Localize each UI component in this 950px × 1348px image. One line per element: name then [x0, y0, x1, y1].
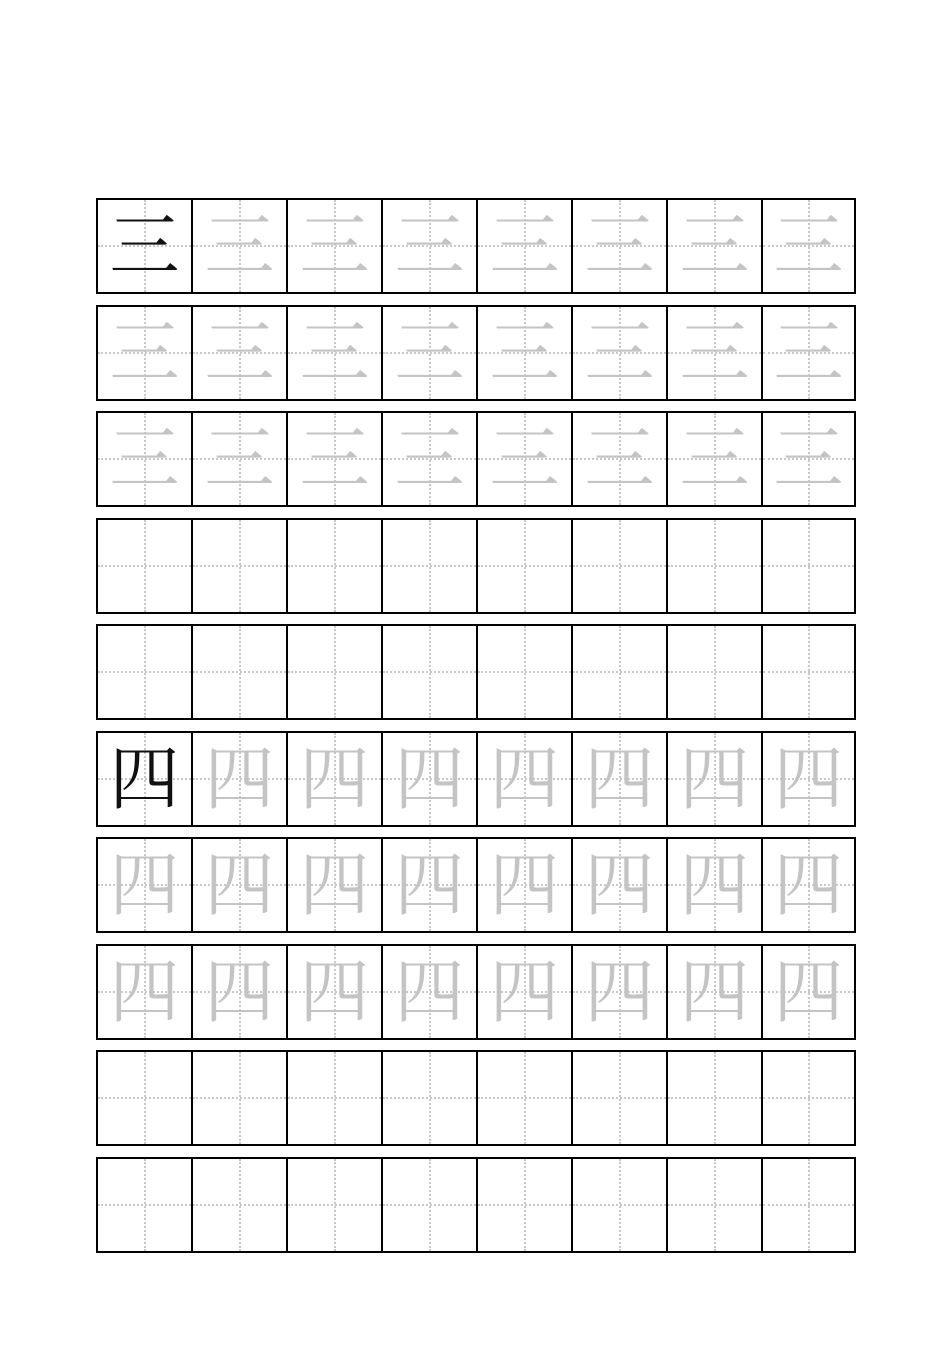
writing-cell[interactable] [571, 305, 666, 401]
trace-character: 三 [679, 205, 750, 287]
writing-cell[interactable] [476, 944, 571, 1040]
writing-cell[interactable] [286, 1157, 381, 1253]
writing-cell[interactable] [666, 1050, 761, 1146]
writing-cell[interactable] [761, 1157, 856, 1253]
writing-cell[interactable] [666, 1157, 761, 1253]
writing-cell[interactable] [571, 198, 666, 294]
trace-character: 三 [204, 205, 275, 287]
writing-cell[interactable] [476, 731, 571, 827]
writing-cell[interactable] [476, 411, 571, 507]
writing-cell[interactable] [191, 198, 286, 294]
writing-cell[interactable] [761, 624, 856, 720]
writing-cell[interactable] [666, 518, 761, 614]
vertical-guide-line [334, 1052, 336, 1144]
vertical-guide-line [429, 1052, 431, 1144]
trace-character: 四 [584, 844, 655, 926]
writing-cell[interactable] [571, 1050, 666, 1146]
trace-character: 四 [394, 844, 465, 926]
writing-cell[interactable] [381, 1050, 476, 1146]
trace-character: 三 [394, 205, 465, 287]
trace-character: 三 [109, 418, 180, 500]
writing-cell[interactable] [381, 518, 476, 614]
practice-row-10 [96, 1157, 856, 1253]
writing-cell[interactable] [381, 305, 476, 401]
vertical-guide-line [619, 520, 621, 612]
vertical-guide-line [429, 626, 431, 718]
trace-character: 四 [109, 950, 180, 1033]
vertical-guide-line [524, 1159, 526, 1251]
trace-character: 三 [394, 418, 465, 500]
trace-character: 三 [489, 418, 560, 500]
writing-cell[interactable] [286, 944, 381, 1040]
writing-cell[interactable] [191, 624, 286, 720]
model-character: 三 [109, 205, 180, 287]
writing-cell[interactable] [666, 624, 761, 720]
vertical-guide-line [524, 1052, 526, 1144]
writing-cell[interactable] [666, 305, 761, 401]
trace-character: 三 [679, 418, 750, 500]
writing-cell[interactable] [96, 198, 191, 294]
writing-cell[interactable] [191, 411, 286, 507]
writing-cell[interactable] [381, 731, 476, 827]
writing-cell[interactable] [96, 944, 191, 1040]
trace-character: 四 [204, 844, 275, 926]
writing-cell[interactable] [476, 1050, 571, 1146]
writing-cell[interactable] [666, 411, 761, 507]
writing-cell[interactable] [571, 731, 666, 827]
writing-cell[interactable] [96, 518, 191, 614]
trace-character: 三 [299, 205, 370, 287]
writing-cell[interactable] [96, 731, 191, 827]
trace-character: 四 [299, 737, 370, 820]
writing-cell[interactable] [191, 731, 286, 827]
vertical-guide-line [714, 1159, 716, 1251]
vertical-guide-line [714, 520, 716, 612]
trace-character: 四 [394, 737, 465, 820]
vertical-guide-line [429, 520, 431, 612]
vertical-guide-line [808, 1159, 810, 1251]
vertical-guide-line [144, 1159, 146, 1251]
trace-character: 四 [394, 950, 465, 1033]
practice-row-2 [96, 305, 856, 401]
trace-character: 四 [773, 737, 844, 820]
trace-character: 四 [679, 844, 750, 926]
writing-cell[interactable] [666, 944, 761, 1040]
trace-character: 三 [584, 205, 655, 287]
vertical-guide-line [619, 1159, 621, 1251]
vertical-guide-line [714, 626, 716, 718]
practice-row-4 [96, 518, 856, 614]
writing-cell[interactable] [571, 624, 666, 720]
writing-cell[interactable] [761, 198, 856, 294]
writing-cell[interactable] [96, 411, 191, 507]
vertical-guide-line [239, 520, 241, 612]
practice-row-1 [96, 198, 856, 294]
trace-character: 四 [773, 950, 844, 1033]
writing-cell[interactable] [571, 837, 666, 933]
writing-cell[interactable] [761, 411, 856, 507]
writing-cell[interactable] [571, 518, 666, 614]
trace-character: 四 [299, 844, 370, 926]
writing-cell[interactable] [286, 837, 381, 933]
vertical-guide-line [808, 1052, 810, 1144]
vertical-guide-line [524, 626, 526, 718]
writing-cell[interactable] [476, 518, 571, 614]
vertical-guide-line [619, 626, 621, 718]
writing-cell[interactable] [96, 305, 191, 401]
trace-character: 四 [299, 950, 370, 1033]
writing-cell[interactable] [286, 411, 381, 507]
trace-character: 三 [773, 418, 844, 500]
writing-cell[interactable] [286, 1050, 381, 1146]
trace-character: 四 [109, 844, 180, 926]
writing-cell[interactable] [666, 731, 761, 827]
writing-cell[interactable] [666, 198, 761, 294]
trace-character: 四 [773, 844, 844, 926]
trace-character: 三 [299, 311, 370, 394]
writing-cell[interactable] [191, 944, 286, 1040]
trace-character: 四 [584, 950, 655, 1033]
vertical-guide-line [334, 1159, 336, 1251]
writing-cell[interactable] [286, 624, 381, 720]
trace-character: 四 [679, 737, 750, 820]
vertical-guide-line [144, 520, 146, 612]
writing-cell[interactable] [571, 944, 666, 1040]
model-character: 四 [109, 737, 180, 820]
trace-character: 三 [489, 205, 560, 287]
writing-cell[interactable] [191, 518, 286, 614]
writing-cell[interactable] [761, 731, 856, 827]
vertical-guide-line [808, 520, 810, 612]
writing-cell[interactable] [571, 411, 666, 507]
writing-cell[interactable] [286, 198, 381, 294]
writing-cell[interactable] [571, 1157, 666, 1253]
trace-character: 三 [584, 311, 655, 394]
vertical-guide-line [808, 626, 810, 718]
practice-grid [96, 198, 856, 1263]
trace-character: 四 [204, 950, 275, 1033]
trace-character: 四 [204, 737, 275, 820]
trace-character: 四 [679, 950, 750, 1033]
vertical-guide-line [619, 1052, 621, 1144]
writing-cell[interactable] [476, 1157, 571, 1253]
practice-row-5 [96, 624, 856, 720]
vertical-guide-line [144, 1052, 146, 1144]
writing-cell[interactable] [286, 518, 381, 614]
writing-cell[interactable] [761, 518, 856, 614]
practice-row-8 [96, 944, 856, 1040]
vertical-guide-line [239, 626, 241, 718]
vertical-guide-line [714, 1052, 716, 1144]
writing-cell[interactable] [191, 837, 286, 933]
writing-cell[interactable] [191, 305, 286, 401]
writing-cell[interactable] [381, 198, 476, 294]
trace-character: 三 [109, 311, 180, 394]
trace-character: 三 [584, 418, 655, 500]
writing-cell[interactable] [381, 624, 476, 720]
writing-cell[interactable] [96, 1157, 191, 1253]
vertical-guide-line [524, 520, 526, 612]
writing-cell[interactable] [191, 1050, 286, 1146]
practice-row-6 [96, 731, 856, 827]
writing-cell[interactable] [761, 837, 856, 933]
trace-character: 四 [584, 737, 655, 820]
writing-cell[interactable] [381, 411, 476, 507]
trace-character: 四 [489, 844, 560, 926]
writing-cell[interactable] [286, 731, 381, 827]
vertical-guide-line [334, 520, 336, 612]
trace-character: 三 [773, 311, 844, 394]
trace-character: 四 [489, 950, 560, 1033]
trace-character: 四 [489, 737, 560, 820]
vertical-guide-line [239, 1052, 241, 1144]
writing-cell[interactable] [381, 944, 476, 1040]
trace-character: 三 [204, 311, 275, 394]
trace-character: 三 [489, 311, 560, 394]
writing-cell[interactable] [761, 305, 856, 401]
writing-cell[interactable] [381, 1157, 476, 1253]
writing-cell[interactable] [381, 837, 476, 933]
writing-cell[interactable] [191, 1157, 286, 1253]
writing-cell[interactable] [476, 837, 571, 933]
writing-cell[interactable] [476, 305, 571, 401]
writing-cell[interactable] [761, 1050, 856, 1146]
writing-cell[interactable] [476, 198, 571, 294]
vertical-guide-line [239, 1159, 241, 1251]
trace-character: 三 [394, 311, 465, 394]
writing-cell[interactable] [96, 1050, 191, 1146]
practice-row-9 [96, 1050, 856, 1146]
trace-character: 三 [204, 418, 275, 500]
writing-cell[interactable] [761, 944, 856, 1040]
vertical-guide-line [334, 626, 336, 718]
writing-cell[interactable] [286, 305, 381, 401]
vertical-guide-line [429, 1159, 431, 1251]
vertical-guide-line [144, 626, 146, 718]
practice-row-3 [96, 411, 856, 507]
writing-cell[interactable] [96, 837, 191, 933]
trace-character: 三 [679, 311, 750, 394]
practice-row-7 [96, 837, 856, 933]
writing-cell[interactable] [476, 624, 571, 720]
writing-cell[interactable] [666, 837, 761, 933]
trace-character: 三 [299, 418, 370, 500]
trace-character: 三 [773, 205, 844, 287]
writing-cell[interactable] [96, 624, 191, 720]
